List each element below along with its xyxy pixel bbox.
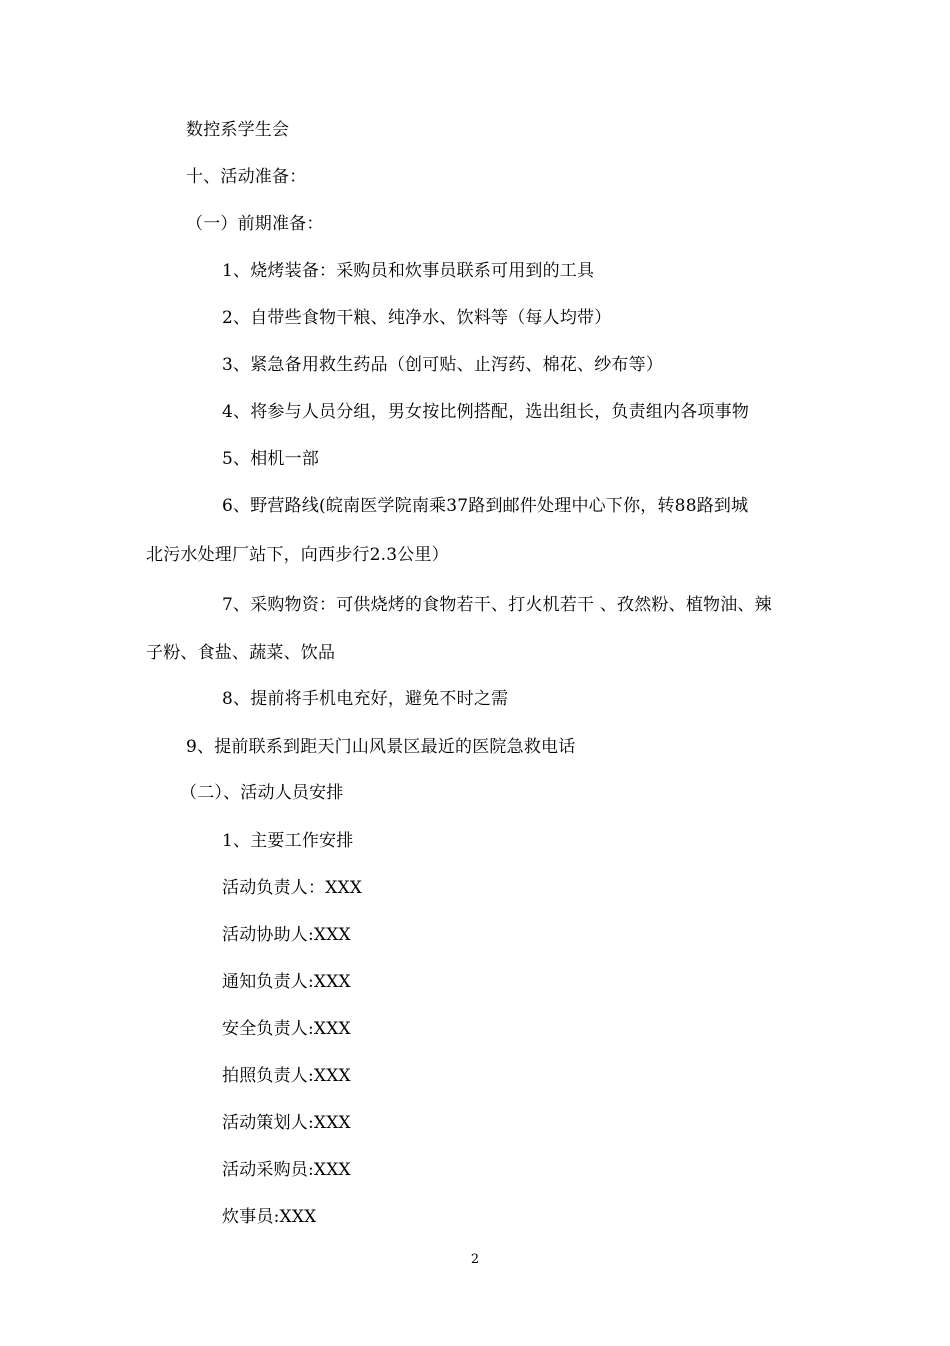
role-line: 炊事员:XXX (222, 1207, 317, 1227)
role-line: 活动采购员:XXX (222, 1160, 351, 1180)
list-item: 4、将参与人员分组，男女按比例搭配，选出组长，负责组内各项事物 (222, 402, 750, 422)
role-line: 通知负责人:XXX (222, 972, 351, 992)
list-item: 3、紧急备用救生药品（创可贴、止泻药、棉花、纱布等） (222, 355, 664, 375)
list-item: 6、野营路线(皖南医学院南乘37路到邮件处理中心下你，转88路到城 (222, 496, 749, 516)
subsection-heading-2: （二）、活动人员安排 (180, 783, 344, 803)
role-line: 拍照负责人:XXX (222, 1066, 351, 1086)
list-item: 8、提前将手机电充好，避免不时之需 (222, 689, 509, 709)
list-item-continuation: 子粉、食盐、蔬菜、饮品 (146, 643, 336, 663)
page-number: 2 (470, 1252, 480, 1267)
list-item: 5、相机一部 (222, 449, 320, 469)
role-line: 活动协助人:XXX (222, 925, 351, 945)
section-heading-10: 十、活动准备： (186, 167, 307, 187)
list-item: 9、提前联系到距天门山风景区最近的医院急救电话 (186, 737, 576, 757)
list-item: 7、采购物资：可供烧烤的食物若干、打火机若干 、孜然粉、植物油、辣 (222, 595, 772, 615)
list-item: 1、烧烤装备：采购员和炊事员联系可用到的工具 (222, 261, 595, 281)
role-line: 活动策划人:XXX (222, 1113, 351, 1133)
signature-line: 数控系学生会 (186, 120, 290, 140)
role-line: 活动负责人：XXX (222, 878, 363, 898)
list-item-continuation: 北污水处理厂站下，向西步行2.3公里） (146, 545, 449, 565)
subsection-heading-1: （一）前期准备： (186, 214, 324, 234)
role-line: 安全负责人:XXX (222, 1019, 351, 1039)
list-item: 1、主要工作安排 (222, 831, 354, 851)
list-item: 2、自带些食物干粮、纯净水、饮料等（每人均带） (222, 308, 612, 328)
